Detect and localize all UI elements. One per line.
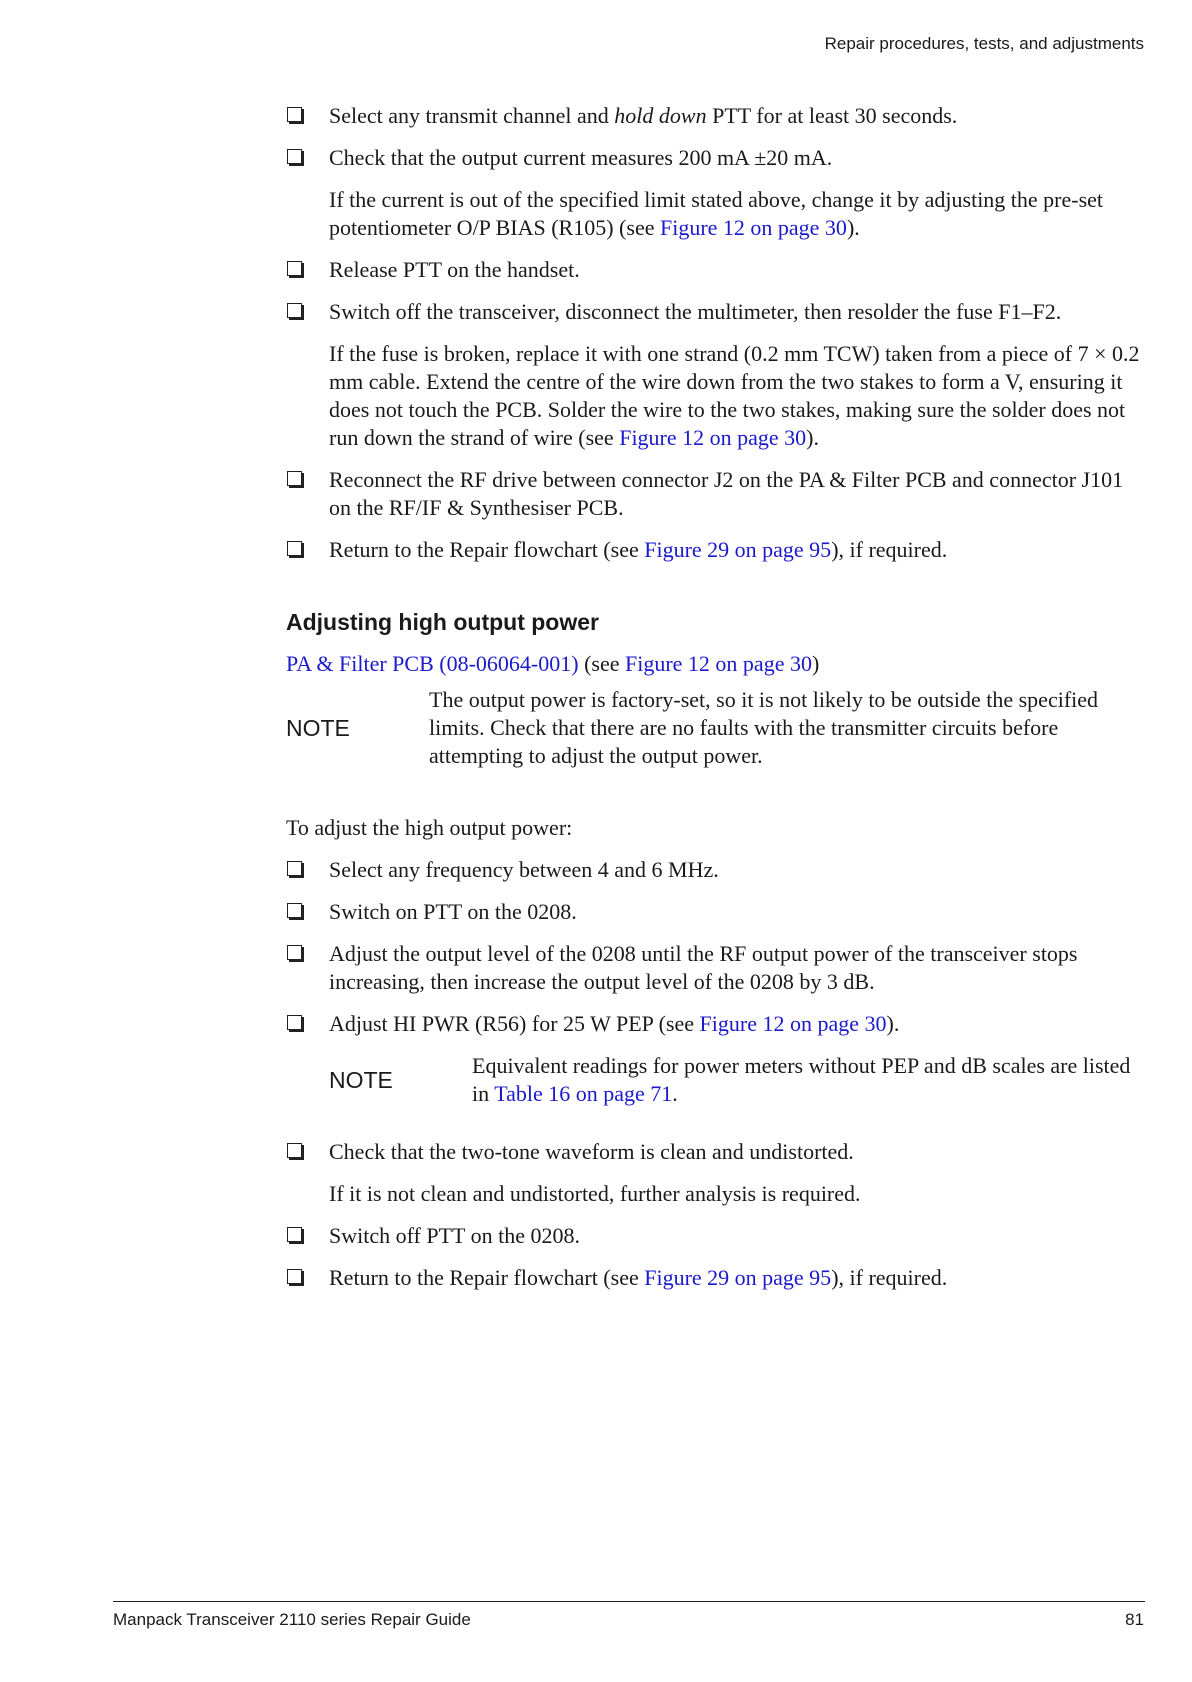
checklist-item: Adjust the output level of the 0208 until the RF output power of the transceiver stops increasing, then increase the output level of the 0208 by 3 dB. <box>286 940 1142 996</box>
body-paragraph: If the fuse is broken, replace it with one strand (0.2 mm TCW) taken from a piece of 7 × 0.2 mm cable. Extend the centre of the wire down from the two stakes to form a V, ensuring it does not touch the PCB. Solder the wire to the two stakes, making sure the solder does not run down the strand of wire (see Figure 12 on page 30). <box>329 341 1140 450</box>
checklist-item: Release PTT on the handset. <box>286 256 1142 284</box>
body-paragraph: If the current is out of the specified limit stated above, change it by adjusting the pre-set potentiometer O/P BIAS (R105) (see Figure 12 on page 30). <box>329 187 1104 240</box>
checkbox-icon[interactable] <box>287 1143 302 1158</box>
note-box <box>286 686 1142 770</box>
checkbox-icon[interactable] <box>287 261 302 276</box>
checklist-item: Return to the Repair flowchart (see Figure 29 on page 95), if required. <box>286 536 1142 564</box>
checkbox-icon[interactable] <box>287 541 302 556</box>
figure-link[interactable]: Figure 12 on page 30 <box>659 215 847 240</box>
checkbox-icon[interactable] <box>287 303 302 318</box>
checklist-item: Check that the two-tone waveform is clean and undistorted. <box>286 1138 1142 1166</box>
footer-title: Manpack Transceiver 2110 series Repair Guide <box>113 1610 471 1629</box>
footer-rule <box>113 1601 1145 1602</box>
page-content <box>286 102 1142 1306</box>
table-link[interactable]: Table 16 on page 71 <box>494 1081 673 1106</box>
checklist-item: Select any frequency between 4 and 6 MHz. <box>286 856 1142 884</box>
note-text: Equivalent readings for power meters without PEP and dB scales are listed in Table 16 on page 71. <box>472 1053 1131 1106</box>
checklist-item: Switch off PTT on the 0208. <box>286 1222 1142 1250</box>
page-number: 81 <box>1125 1610 1144 1629</box>
checklist-item: Switch off the transceiver, disconnect the multimeter, then resolder the fuse F1–F2. <box>286 298 1142 326</box>
checkbox-icon[interactable] <box>287 1015 302 1030</box>
checkbox-icon[interactable] <box>287 107 302 122</box>
checkbox-icon[interactable] <box>287 945 302 960</box>
checkbox-icon[interactable] <box>287 1227 302 1242</box>
note-label: NOTE <box>329 1067 393 1093</box>
note-box <box>286 1052 1142 1108</box>
procedure-intro: To adjust the high output power: <box>286 815 573 840</box>
checklist-item: Reconnect the RF drive between connector J2 on the PA & Filter PCB and connector J101 on the RF/IF & Synthesiser PCB. <box>286 466 1142 522</box>
figure-link[interactable]: Figure 12 on page 30 <box>619 425 807 450</box>
checklist-item: Return to the Repair flowchart (see Figure 29 on page 95), if required. <box>286 1264 1142 1292</box>
checkbox-icon[interactable] <box>287 149 302 164</box>
figure-link[interactable]: Figure 12 on page 30 <box>699 1011 887 1036</box>
running-header: Repair procedures, tests, and adjustments <box>824 34 1144 53</box>
note-label: NOTE <box>286 715 350 741</box>
pcb-reference: PA & Filter PCB (08-06064-001) (see Figure 12 on page 30) <box>286 651 820 676</box>
pcb-link[interactable]: PA & Filter PCB (08-06064-001) <box>286 651 579 676</box>
checkbox-icon[interactable] <box>287 471 302 486</box>
checklist-item: Select any transmit channel and hold down PTT for at least 30 seconds. <box>286 102 1142 130</box>
figure-link[interactable]: Figure 12 on page 30 <box>624 651 812 676</box>
checklist-item: Check that the output current measures 200 mA ±20 mA. <box>286 144 1142 172</box>
section-heading: Adjusting high output power <box>286 609 599 635</box>
checkbox-icon[interactable] <box>287 903 302 918</box>
checklist-item: Switch on PTT on the 0208. <box>286 898 1142 926</box>
note-text: The output power is factory-set, so it is not likely to be outside the specified limits. Check that there are no faults with the transmitter circuits before attempting to adjust the output power. <box>429 687 1099 768</box>
checkbox-icon[interactable] <box>287 1269 302 1284</box>
checklist-item: Adjust HI PWR (R56) for 25 W PEP (see Figure 12 on page 30). <box>286 1010 1142 1038</box>
checkbox-icon[interactable] <box>287 861 302 876</box>
body-paragraph: If it is not clean and undistorted, further analysis is required. <box>329 1181 861 1206</box>
figure-link[interactable]: Figure 29 on page 95 <box>644 1265 832 1290</box>
figure-link[interactable]: Figure 29 on page 95 <box>644 537 832 562</box>
